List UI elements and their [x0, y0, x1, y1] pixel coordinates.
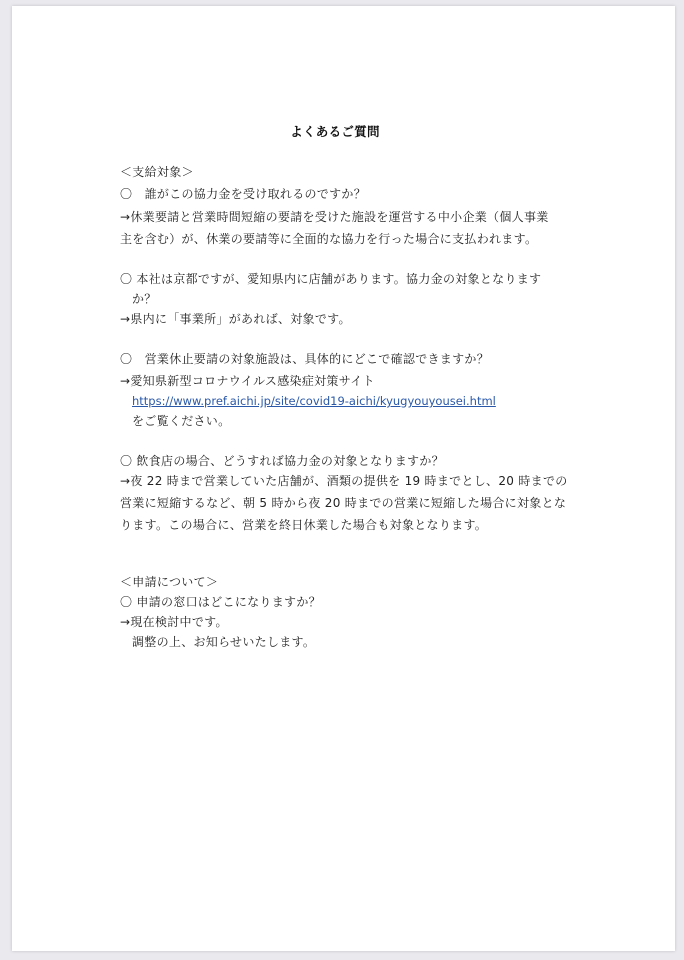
faq-question: 〇 営業休止要請の対象施設は、具体的にどこで確認できますか？	[120, 352, 490, 366]
faq-answer: →夜 22 時まで営業していた店舗が、酒類の提供を 19 時までとし、20 時までの	[120, 474, 568, 488]
faq-answer: ります。この場合に、営業を終日休業した場合も対象となります。	[120, 518, 488, 532]
faq-answer: 調整の上、お知らせいたします。	[132, 635, 316, 649]
faq-answer: →現在検討中です。	[120, 615, 228, 629]
faq-answer: 主を含む）が、休業の要請等に全面的な協力を行った場合に支払われます。	[120, 232, 538, 246]
faq-answer: →県内に「事業所」があれば、対象です。	[120, 312, 351, 326]
faq-answer: →愛知県新型コロナウイルス感染症対策サイト	[120, 374, 375, 388]
faq-question: 〇 申請の窓口はどこになりますか？	[120, 595, 321, 609]
faq-answer: 営業に短縮するなど、朝 5 時から夜 20 時までの営業に短縮した場合に対象とな	[120, 496, 567, 510]
faq-answer: →休業要請と営業時間短縮の要請を受けた施設を運営する中小企業（個人事業	[120, 210, 549, 224]
section-heading-eligibility: ＜支給対象＞	[120, 165, 194, 179]
faq-answer: をご覧ください。	[132, 414, 231, 428]
section-heading-application: ＜申請について＞	[120, 575, 219, 589]
document-page	[12, 6, 675, 951]
covid-site-link[interactable]: https://www.pref.aichi.jp/site/covid19-aichi/kyugyouyousei.html	[132, 394, 496, 408]
faq-question: 〇 飲食店の場合、どうすれば協力金の対象となりますか？	[120, 454, 444, 468]
faq-question: 〇 誰がこの協力金を受け取れるのですか？	[120, 187, 367, 201]
faq-question: 〇 本社は京都ですが、愛知県内に店舗があります。協力金の対象となります	[120, 272, 542, 286]
faq-question: か？	[132, 292, 157, 306]
page-title: よくあるご質問	[290, 124, 380, 139]
